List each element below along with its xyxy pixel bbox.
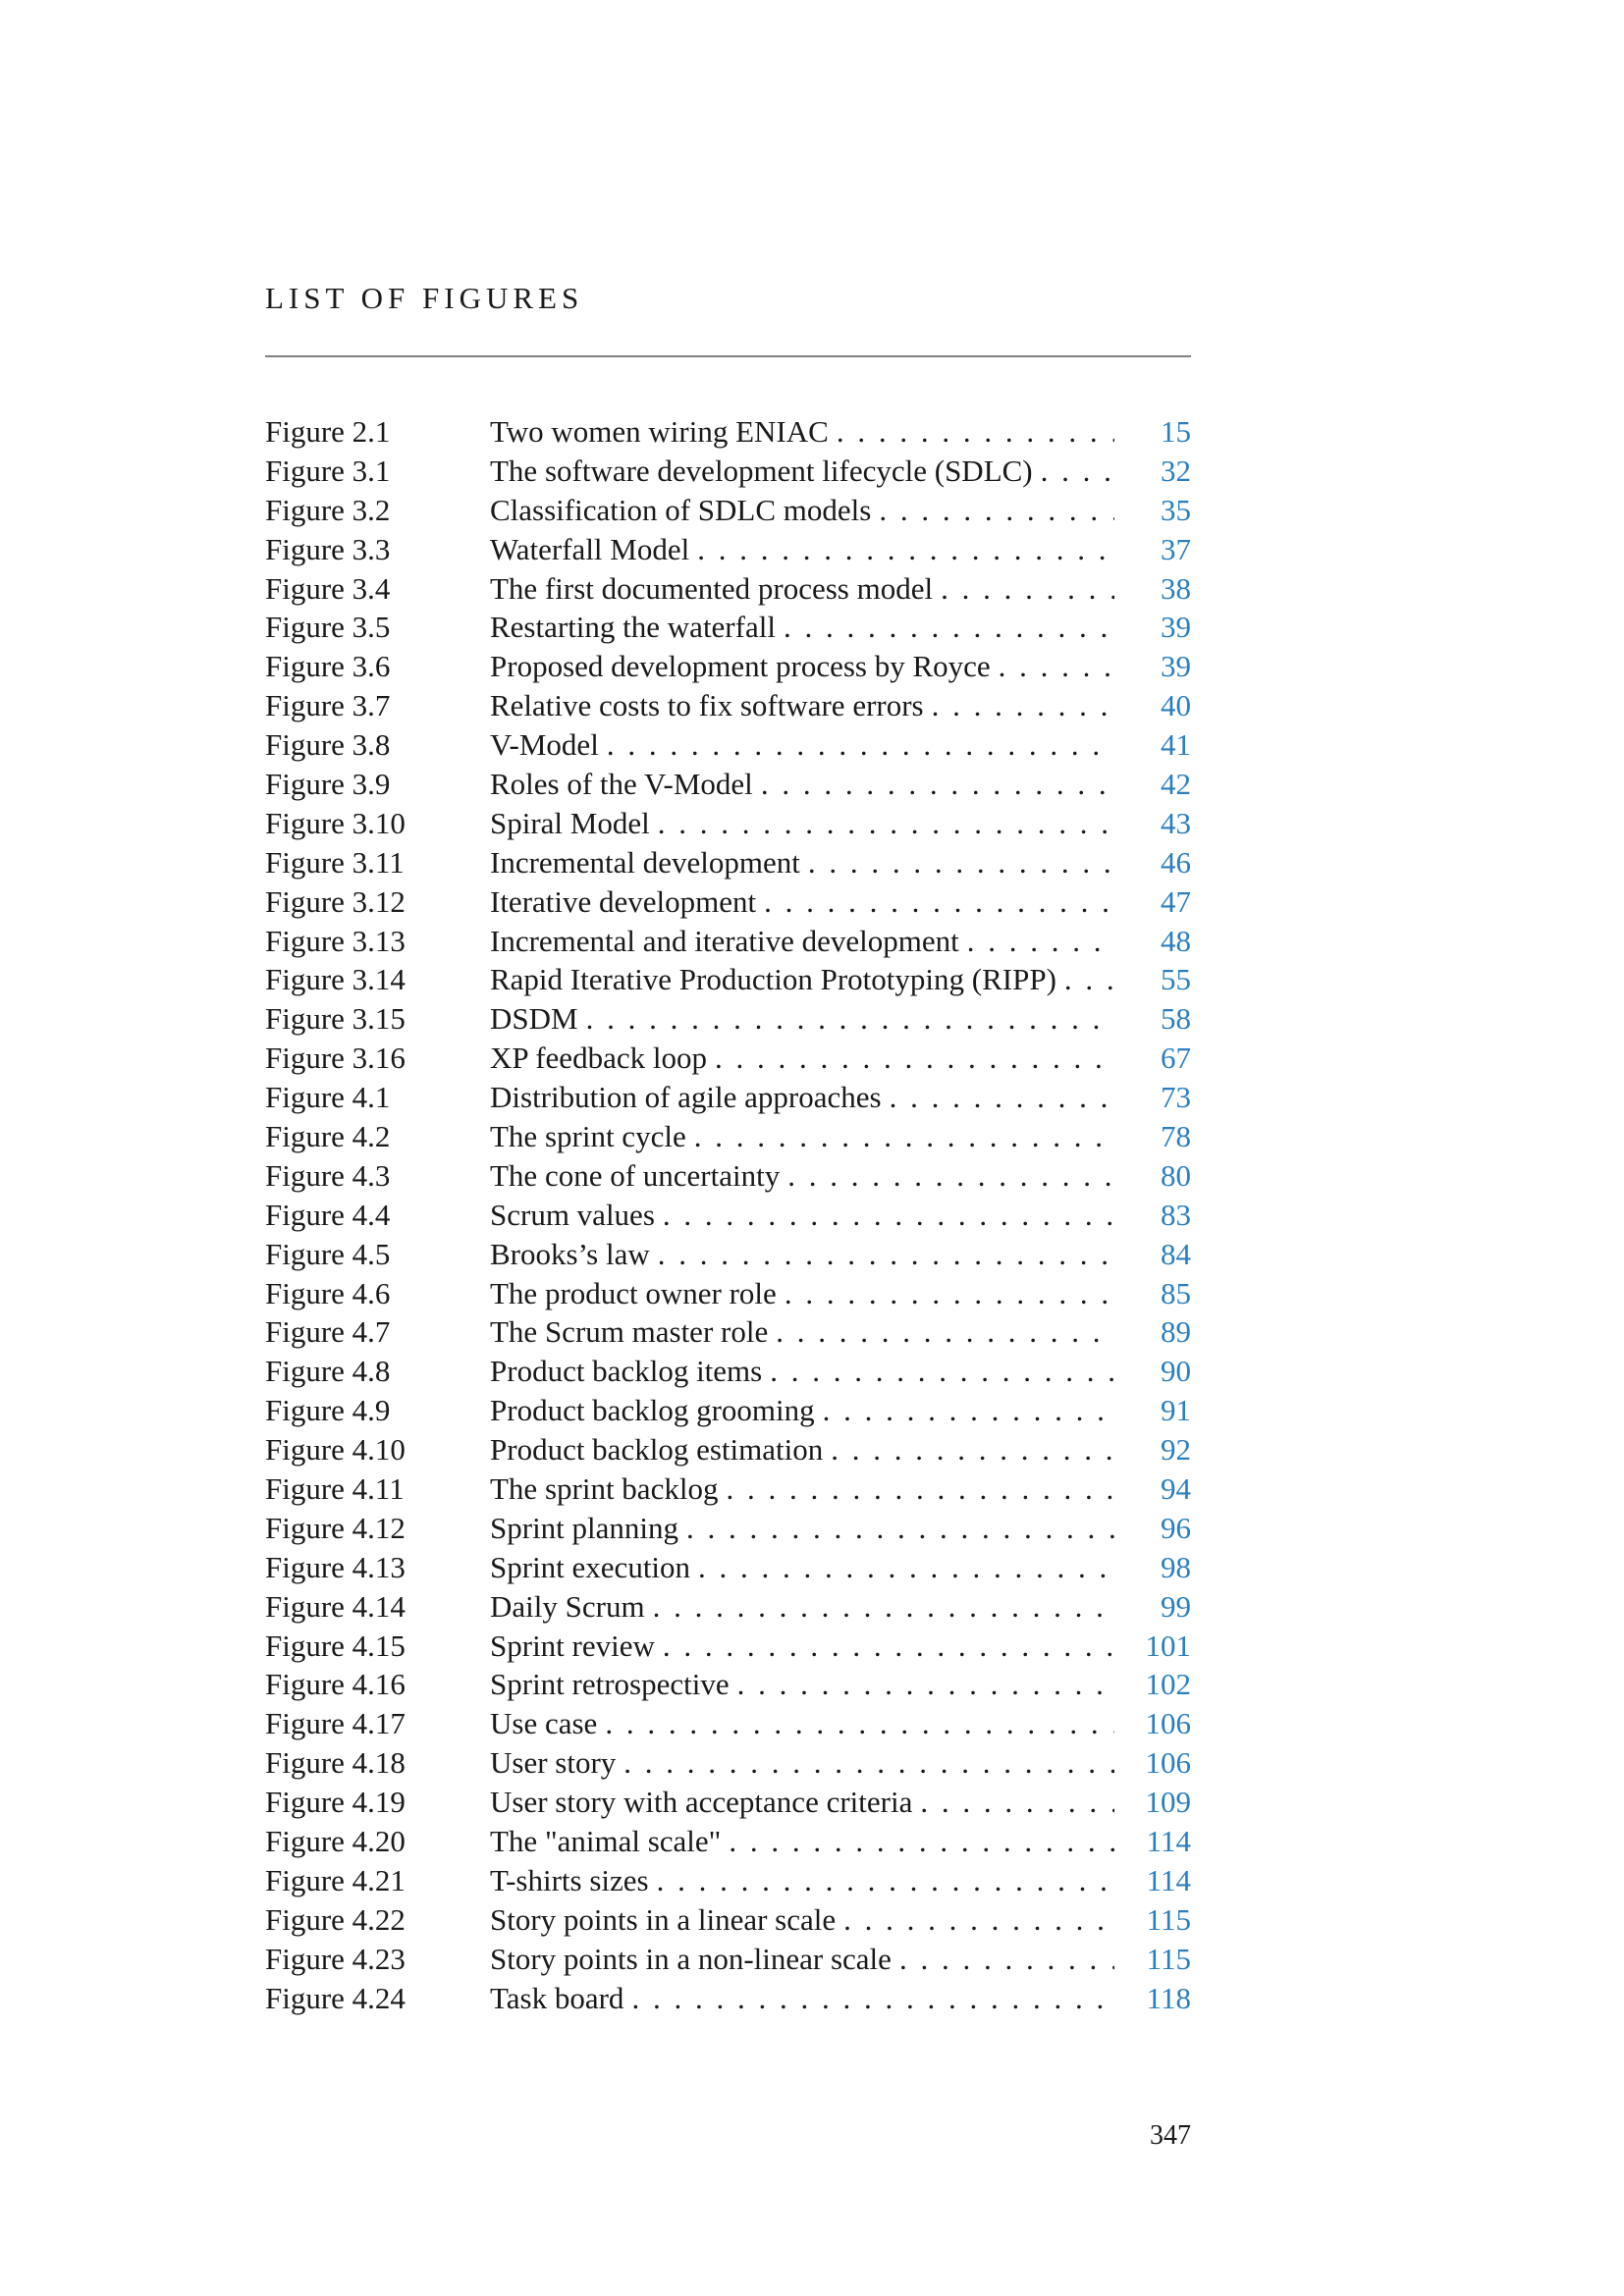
figure-number: Figure 4.23 [265, 1941, 406, 1976]
figure-number: Figure 3.7 [265, 688, 391, 723]
figure-number: Figure 4.21 [265, 1862, 406, 1897]
figure-entry[interactable] [265, 530, 1191, 569]
figure-number: Figure 3.6 [265, 649, 391, 684]
figure-entry-text [490, 571, 1114, 607]
figure-number: Figure 2.1 [265, 413, 391, 449]
figure-entry[interactable] [265, 1391, 1191, 1430]
figure-page-link[interactable]: 48 [1161, 923, 1191, 958]
dot-leader [764, 884, 1114, 920]
figure-page-link[interactable]: 47 [1161, 883, 1191, 919]
figure-entry-text [490, 493, 1114, 528]
list-of-figures [265, 412, 1191, 2018]
figure-number: Figure 4.6 [265, 1275, 391, 1310]
figure-number: Figure 3.13 [265, 923, 406, 958]
dot-leader [823, 1393, 1114, 1428]
figure-entry[interactable] [265, 1861, 1191, 1900]
figure-entry-text [490, 414, 1114, 450]
figure-number: Figure 3.11 [265, 844, 405, 880]
figure-title: The sprint backlog [490, 1471, 726, 1507]
figure-entry-text [490, 688, 1114, 723]
dot-leader [586, 1001, 1114, 1037]
dot-leader [605, 1706, 1114, 1741]
figure-number: Figure 4.20 [265, 1824, 406, 1858]
figure-entry[interactable] [265, 922, 1191, 961]
dot-leader [715, 1041, 1114, 1076]
figure-entry[interactable] [265, 765, 1191, 804]
figure-entry-text [490, 1354, 1114, 1389]
figure-number: Figure 3.4 [265, 570, 391, 606]
figure-entry[interactable] [265, 1548, 1191, 1587]
figure-title: Incremental and iterative development [490, 924, 967, 959]
figure-number: Figure 3.1 [265, 453, 391, 488]
figure-number: Figure 4.16 [265, 1667, 406, 1702]
figure-entry-text [490, 1863, 1114, 1898]
dot-leader [657, 1863, 1114, 1898]
figure-entry[interactable] [265, 1704, 1191, 1743]
figure-entry-text [490, 1550, 1114, 1585]
dot-leader [698, 1550, 1114, 1585]
figure-number: Figure 4.12 [265, 1510, 406, 1545]
dot-leader [607, 727, 1114, 763]
figure-number: Figure 4.14 [265, 1588, 406, 1624]
figure-entry-text [490, 1198, 1114, 1233]
figure-title: XP feedback loop [490, 1041, 715, 1076]
figure-entry[interactable] [265, 1430, 1191, 1469]
figure-entry[interactable] [265, 1156, 1191, 1196]
figure-number: Figure 4.2 [265, 1118, 391, 1153]
dot-leader [879, 493, 1114, 528]
figure-title: The sprint cycle [490, 1119, 694, 1154]
figure-title: Sprint review [490, 1629, 663, 1664]
figure-entry[interactable] [265, 960, 1191, 999]
figure-entry-text [490, 1471, 1114, 1507]
figure-entry-text [490, 1745, 1114, 1781]
figure-title: Proposed development process by Royce [490, 649, 999, 684]
figure-entry-text [490, 1667, 1114, 1702]
figure-number: Figure 3.8 [265, 727, 391, 763]
figure-number: Figure 4.22 [265, 1901, 406, 1937]
figure-title: Use case [490, 1706, 605, 1741]
figure-entry-text [490, 845, 1114, 881]
figure-entry-text [490, 1158, 1114, 1194]
figure-entry-text [490, 924, 1114, 959]
figure-entry-text [490, 1276, 1114, 1311]
figure-number: Figure 4.1 [265, 1080, 391, 1115]
figure-entry[interactable] [265, 1196, 1191, 1235]
dot-leader [967, 924, 1114, 959]
figure-title: Restarting the waterfall [490, 610, 784, 645]
figure-title: Story points in a linear scale [490, 1902, 843, 1938]
figure-entry[interactable] [265, 686, 1191, 725]
figure-number: Figure 4.15 [265, 1628, 406, 1663]
figure-page-link[interactable]: 38 [1161, 570, 1191, 606]
figure-page-link[interactable]: 15 [1161, 413, 1191, 449]
figure-entry-text [490, 1119, 1114, 1154]
figure-page-link[interactable]: 94 [1161, 1470, 1191, 1506]
figure-number: Figure 3.2 [265, 492, 391, 527]
figure-title: T-shirts sizes [490, 1863, 657, 1898]
figure-title: Waterfall Model [490, 532, 697, 567]
dot-leader [770, 1354, 1114, 1389]
figure-page-link[interactable]: 101 [1145, 1628, 1191, 1663]
dot-leader [1041, 454, 1114, 489]
figure-entry-text [490, 1432, 1114, 1468]
figure-title: Scrum values [490, 1198, 663, 1233]
figure-title: Distribution of agile approaches [490, 1080, 890, 1115]
figure-entry-text [490, 727, 1114, 763]
figure-title: Product backlog grooming [490, 1393, 823, 1428]
figure-page-link[interactable]: 91 [1161, 1393, 1191, 1428]
figure-page-link[interactable]: 114 [1146, 1824, 1191, 1858]
dot-leader [831, 1432, 1114, 1468]
figure-entry-text [490, 962, 1114, 997]
figure-page-link[interactable]: 39 [1161, 610, 1191, 645]
dot-leader [658, 1237, 1114, 1272]
figure-number: Figure 4.8 [265, 1354, 391, 1389]
figure-entry[interactable] [265, 1274, 1191, 1313]
figure-entry-text [490, 1902, 1114, 1938]
figure-number: Figure 4.18 [265, 1745, 406, 1781]
figure-page-link[interactable]: 89 [1161, 1314, 1191, 1350]
figure-page-link[interactable]: 85 [1161, 1275, 1191, 1310]
figure-title: Product backlog estimation [490, 1432, 831, 1468]
figure-page-link[interactable]: 40 [1161, 688, 1191, 723]
figure-page-link[interactable]: 115 [1146, 1901, 1191, 1937]
figure-entry[interactable] [265, 1235, 1191, 1274]
figure-entry-text [490, 610, 1114, 645]
figure-title: User story [490, 1745, 623, 1781]
figure-title: V-Model [490, 727, 607, 763]
figure-title: The software development lifecycle (SDLC) [490, 454, 1041, 489]
figure-page-link[interactable]: 55 [1161, 962, 1191, 997]
dot-leader [737, 1667, 1114, 1702]
figure-number: Figure 4.17 [265, 1706, 406, 1741]
figure-number: Figure 4.4 [265, 1197, 391, 1232]
figure-entry[interactable] [265, 647, 1191, 686]
figure-number: Figure 4.7 [265, 1314, 391, 1350]
figure-entry[interactable] [265, 1666, 1191, 1705]
figure-page-link[interactable]: 114 [1146, 1862, 1191, 1897]
figure-title: Daily Scrum [490, 1589, 653, 1625]
dot-leader [761, 767, 1114, 802]
dot-leader [843, 1902, 1114, 1938]
figure-page-link[interactable]: 90 [1161, 1354, 1191, 1389]
figure-page-link[interactable]: 41 [1161, 727, 1191, 763]
figure-title: Incremental development [490, 845, 808, 881]
figure-entry[interactable] [265, 1900, 1191, 1940]
figure-title: Task board [490, 1981, 631, 2016]
figure-entry-text [490, 1785, 1114, 1820]
figure-title: The "animal scale" [490, 1824, 729, 1859]
figure-entry[interactable] [265, 1627, 1191, 1666]
figure-entry-text [490, 1629, 1114, 1664]
figure-page-link[interactable]: 106 [1145, 1745, 1191, 1781]
figure-entry[interactable] [265, 1312, 1191, 1352]
figure-title: DSDM [490, 1001, 586, 1037]
figure-entry-text [490, 1942, 1114, 1977]
figure-entry[interactable] [265, 1979, 1191, 2018]
figure-entry-text [490, 1706, 1114, 1741]
figure-entry-text [490, 1237, 1114, 1272]
dot-leader [784, 610, 1114, 645]
figure-page-link[interactable]: 43 [1161, 805, 1191, 840]
figure-title: Sprint retrospective [490, 1667, 737, 1702]
figure-title: Rapid Iterative Production Prototyping (RIPP) [490, 962, 1064, 997]
figure-page-link[interactable]: 73 [1161, 1080, 1191, 1115]
figure-page-link[interactable]: 118 [1146, 1980, 1191, 2015]
figure-page-link[interactable]: 32 [1161, 453, 1191, 488]
figure-entry[interactable] [265, 569, 1191, 609]
figure-number: Figure 4.3 [265, 1157, 391, 1193]
dot-leader [808, 845, 1114, 881]
figure-title: The cone of uncertainty [490, 1158, 787, 1194]
figure-number: Figure 3.5 [265, 610, 391, 645]
figure-entry[interactable] [265, 1039, 1191, 1078]
figure-entry[interactable] [265, 1783, 1191, 1822]
figure-page-link[interactable]: 109 [1145, 1785, 1191, 1820]
dot-leader [941, 571, 1114, 607]
dot-leader [631, 1981, 1114, 2016]
figure-number: Figure 4.13 [265, 1549, 406, 1584]
figure-page-link[interactable]: 115 [1146, 1941, 1191, 1976]
figure-entry[interactable] [265, 843, 1191, 882]
figure-number: Figure 4.19 [265, 1785, 406, 1820]
figure-page-link[interactable]: 37 [1161, 531, 1191, 566]
figure-entry-text [490, 1511, 1114, 1546]
figure-entry[interactable] [265, 1078, 1191, 1117]
figure-entry[interactable] [265, 491, 1191, 530]
figure-entry[interactable] [265, 725, 1191, 765]
figure-page-link[interactable]: 78 [1161, 1118, 1191, 1153]
figure-entry[interactable] [265, 1940, 1191, 1979]
figure-entry[interactable] [265, 882, 1191, 922]
dot-leader [776, 1314, 1114, 1350]
figure-entry-text [490, 767, 1114, 802]
dot-leader [837, 414, 1114, 450]
figure-entry[interactable] [265, 608, 1191, 647]
figure-page-link[interactable]: 99 [1161, 1588, 1191, 1624]
figure-number: Figure 3.16 [265, 1041, 406, 1076]
dot-leader [686, 1511, 1114, 1546]
figure-page-link[interactable]: 67 [1161, 1041, 1191, 1076]
figure-entry-text [490, 1001, 1114, 1037]
figure-number: Figure 4.5 [265, 1236, 391, 1271]
figure-title: Iterative development [490, 884, 764, 920]
figure-title: The first documented process model [490, 571, 941, 607]
dot-leader [890, 1080, 1114, 1115]
figure-page-link[interactable]: 39 [1161, 649, 1191, 684]
figure-entry[interactable] [265, 1117, 1191, 1156]
figure-entry[interactable] [265, 1469, 1191, 1509]
figure-number: Figure 3.15 [265, 1001, 406, 1037]
figure-title: Relative costs to fix software errors [490, 688, 932, 723]
figure-title: Spiral Model [490, 806, 658, 841]
dot-leader [663, 1629, 1114, 1664]
figure-entry-text [490, 884, 1114, 920]
figure-entry-text [490, 1314, 1114, 1350]
figure-number: Figure 3.12 [265, 883, 406, 919]
dot-leader [899, 1942, 1114, 1977]
page-title: LIST OF FIGURES [265, 281, 584, 315]
dot-leader [653, 1589, 1114, 1625]
figure-entry-text [490, 532, 1114, 567]
figure-title: Roles of the V-Model [490, 767, 761, 802]
figure-page-link[interactable]: 83 [1161, 1197, 1191, 1232]
figure-title: Classification of SDLC models [490, 493, 879, 528]
figure-page-link[interactable]: 106 [1145, 1706, 1191, 1741]
figure-number: Figure 4.24 [265, 1980, 406, 2015]
figure-page-link[interactable]: 58 [1161, 1001, 1191, 1037]
dot-leader [658, 806, 1114, 841]
dot-leader [1064, 962, 1114, 997]
figure-page-link[interactable]: 46 [1161, 844, 1191, 880]
dot-leader [787, 1158, 1114, 1194]
figure-entry[interactable] [265, 1509, 1191, 1548]
figure-entry-text [490, 1393, 1114, 1428]
figure-entry[interactable] [265, 999, 1191, 1039]
figure-title: The Scrum master role [490, 1314, 776, 1350]
figure-page-link[interactable]: 102 [1145, 1667, 1191, 1702]
figure-title: Sprint execution [490, 1550, 698, 1585]
figure-number: Figure 3.14 [265, 962, 406, 997]
dot-leader [663, 1198, 1114, 1233]
figure-entry[interactable] [265, 1352, 1191, 1391]
figure-number: Figure 3.9 [265, 766, 391, 801]
figure-page-link[interactable]: 98 [1161, 1549, 1191, 1584]
figure-entry-text [490, 649, 1114, 684]
dot-leader [920, 1785, 1114, 1820]
figure-page-link[interactable]: 35 [1161, 492, 1191, 527]
heading-rule [265, 355, 1191, 357]
figure-number: Figure 4.11 [265, 1470, 405, 1506]
dot-leader [932, 688, 1114, 723]
figure-entry[interactable] [265, 1587, 1191, 1627]
figure-entry-text [490, 806, 1114, 841]
figure-entry[interactable] [265, 804, 1191, 843]
figure-entry-text [490, 1080, 1114, 1115]
figure-title: Product backlog items [490, 1354, 770, 1389]
figure-title: Two women wiring ENIAC [490, 414, 837, 450]
page-number: 347 [1150, 2120, 1191, 2151]
figure-page-link[interactable]: 84 [1161, 1236, 1191, 1271]
figure-number: Figure 4.10 [265, 1432, 406, 1468]
figure-number: Figure 3.3 [265, 531, 391, 566]
figure-title: User story with acceptance criteria [490, 1785, 920, 1820]
figure-entry[interactable] [265, 1822, 1191, 1861]
dot-leader [785, 1276, 1114, 1311]
figure-number: Figure 4.9 [265, 1393, 391, 1428]
figure-entry-text [490, 1041, 1114, 1076]
figure-title: Story points in a non-linear scale [490, 1942, 899, 1977]
figure-page-link[interactable]: 42 [1161, 766, 1191, 801]
dot-leader [694, 1119, 1114, 1154]
figure-entry[interactable] [265, 1743, 1191, 1783]
figure-page-link[interactable]: 92 [1161, 1432, 1191, 1468]
figure-title: Brooks’s law [490, 1237, 658, 1272]
figure-entry-text [490, 1981, 1114, 2016]
figure-entry-text [490, 1824, 1114, 1859]
figure-entry-text [490, 1589, 1114, 1625]
figure-page-link[interactable]: 80 [1161, 1157, 1191, 1193]
dot-leader [623, 1745, 1114, 1781]
figure-entry[interactable] [265, 452, 1191, 491]
figure-entry-text [490, 454, 1114, 489]
figure-number: Figure 3.10 [265, 805, 406, 840]
dot-leader [999, 649, 1114, 684]
figure-title: Sprint planning [490, 1511, 686, 1546]
figure-entry[interactable] [265, 412, 1191, 452]
dot-leader [697, 532, 1114, 567]
dot-leader [726, 1471, 1114, 1507]
dot-leader [729, 1824, 1114, 1859]
figure-page-link[interactable]: 96 [1161, 1510, 1191, 1545]
figure-title: The product owner role [490, 1276, 785, 1311]
